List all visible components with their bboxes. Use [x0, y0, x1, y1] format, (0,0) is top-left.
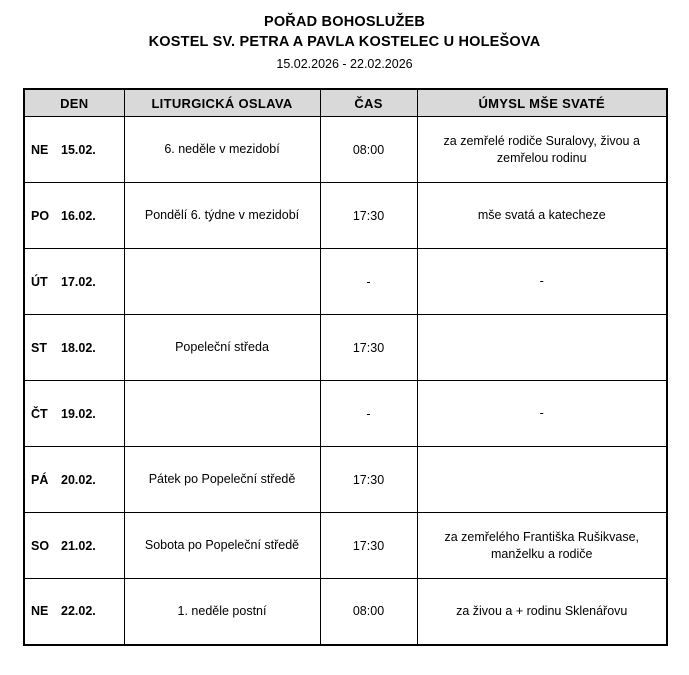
- page-title: POŘAD BOHOSLUŽEB: [263, 14, 426, 30]
- row-feast: Pátek po Popeleční středě: [124, 447, 320, 513]
- row-time: 17:30: [320, 513, 417, 579]
- table-row: [24, 447, 667, 513]
- row-date: 20.02.: [61, 472, 96, 487]
- document-header: [0, 0, 689, 74]
- row-day-of-week: ČT: [31, 406, 48, 421]
- row-intention: za zemřelé rodiče Suralovy, živou a zemřelou rodinu: [417, 117, 667, 183]
- row-day-of-week: SO: [31, 538, 50, 553]
- row-day-cell: [24, 579, 124, 645]
- column-header-cas: ČAS: [320, 89, 417, 117]
- row-feast: [124, 381, 320, 447]
- row-day-cell: [24, 315, 124, 381]
- table-row: [24, 579, 667, 645]
- row-day-of-week: ST: [31, 340, 47, 355]
- row-time: 17:30: [320, 183, 417, 249]
- row-intention: [417, 315, 667, 381]
- row-intention: za zemřelého Františka Rušikvase, manželku a rodiče: [417, 513, 667, 579]
- table-row: [24, 381, 667, 447]
- row-day-of-week: NE: [31, 142, 49, 157]
- row-time: 08:00: [320, 579, 417, 645]
- row-date: 18.02.: [61, 340, 96, 355]
- row-intention: [417, 447, 667, 513]
- table-row: [24, 183, 667, 249]
- table-row: [24, 249, 667, 315]
- column-header-liturgicka-oslava: LITURGICKÁ OSLAVA: [124, 89, 320, 117]
- table-row: [24, 315, 667, 381]
- row-day-cell: [24, 447, 124, 513]
- row-time: -: [320, 249, 417, 315]
- row-feast: Popeleční středa: [124, 315, 320, 381]
- column-header-umysl-mse-svate: ÚMYSL MŠE SVATÉ: [417, 89, 667, 117]
- row-day-of-week: ÚT: [31, 274, 48, 289]
- church-name: KOSTEL SV. PETRA A PAVLA KOSTELEC U HOLEŠOVA: [148, 34, 541, 50]
- row-date: 16.02.: [61, 208, 96, 223]
- row-feast: 6. neděle v mezidobí: [124, 117, 320, 183]
- row-time: 17:30: [320, 315, 417, 381]
- row-time: -: [320, 381, 417, 447]
- row-day-of-week: NE: [31, 604, 49, 619]
- table-row: [24, 117, 667, 183]
- row-intention: -: [417, 381, 667, 447]
- row-day-cell: [24, 381, 124, 447]
- table-row: [24, 513, 667, 579]
- column-header-den: DEN: [24, 89, 124, 117]
- row-day-of-week: PÁ: [31, 472, 49, 487]
- row-date: 21.02.: [61, 538, 96, 553]
- row-feast: 1. neděle postní: [124, 579, 320, 645]
- row-time: 17:30: [320, 447, 417, 513]
- table-header: [24, 89, 667, 117]
- row-date: 17.02.: [61, 274, 96, 289]
- date-range: 15.02.2026 - 22.02.2026: [276, 57, 413, 71]
- table-header-row: [24, 89, 667, 117]
- row-date: 22.02.: [61, 604, 96, 619]
- row-intention: mše svatá a katecheze: [417, 183, 667, 249]
- row-intention: -: [417, 249, 667, 315]
- row-feast: Sobota po Popeleční středě: [124, 513, 320, 579]
- row-date: 19.02.: [61, 406, 96, 421]
- row-day-cell: [24, 249, 124, 315]
- schedule-table-wrapper: [23, 88, 666, 646]
- row-day-of-week: PO: [31, 208, 50, 223]
- row-time: 08:00: [320, 117, 417, 183]
- table-body: [24, 117, 667, 645]
- row-feast: Pondělí 6. týdne v mezidobí: [124, 183, 320, 249]
- row-day-cell: [24, 117, 124, 183]
- row-feast: [124, 249, 320, 315]
- row-intention: za živou a + rodinu Sklenářovu: [417, 579, 667, 645]
- row-day-cell: [24, 183, 124, 249]
- schedule-table: [23, 88, 668, 646]
- row-date: 15.02.: [61, 142, 96, 157]
- row-day-cell: [24, 513, 124, 579]
